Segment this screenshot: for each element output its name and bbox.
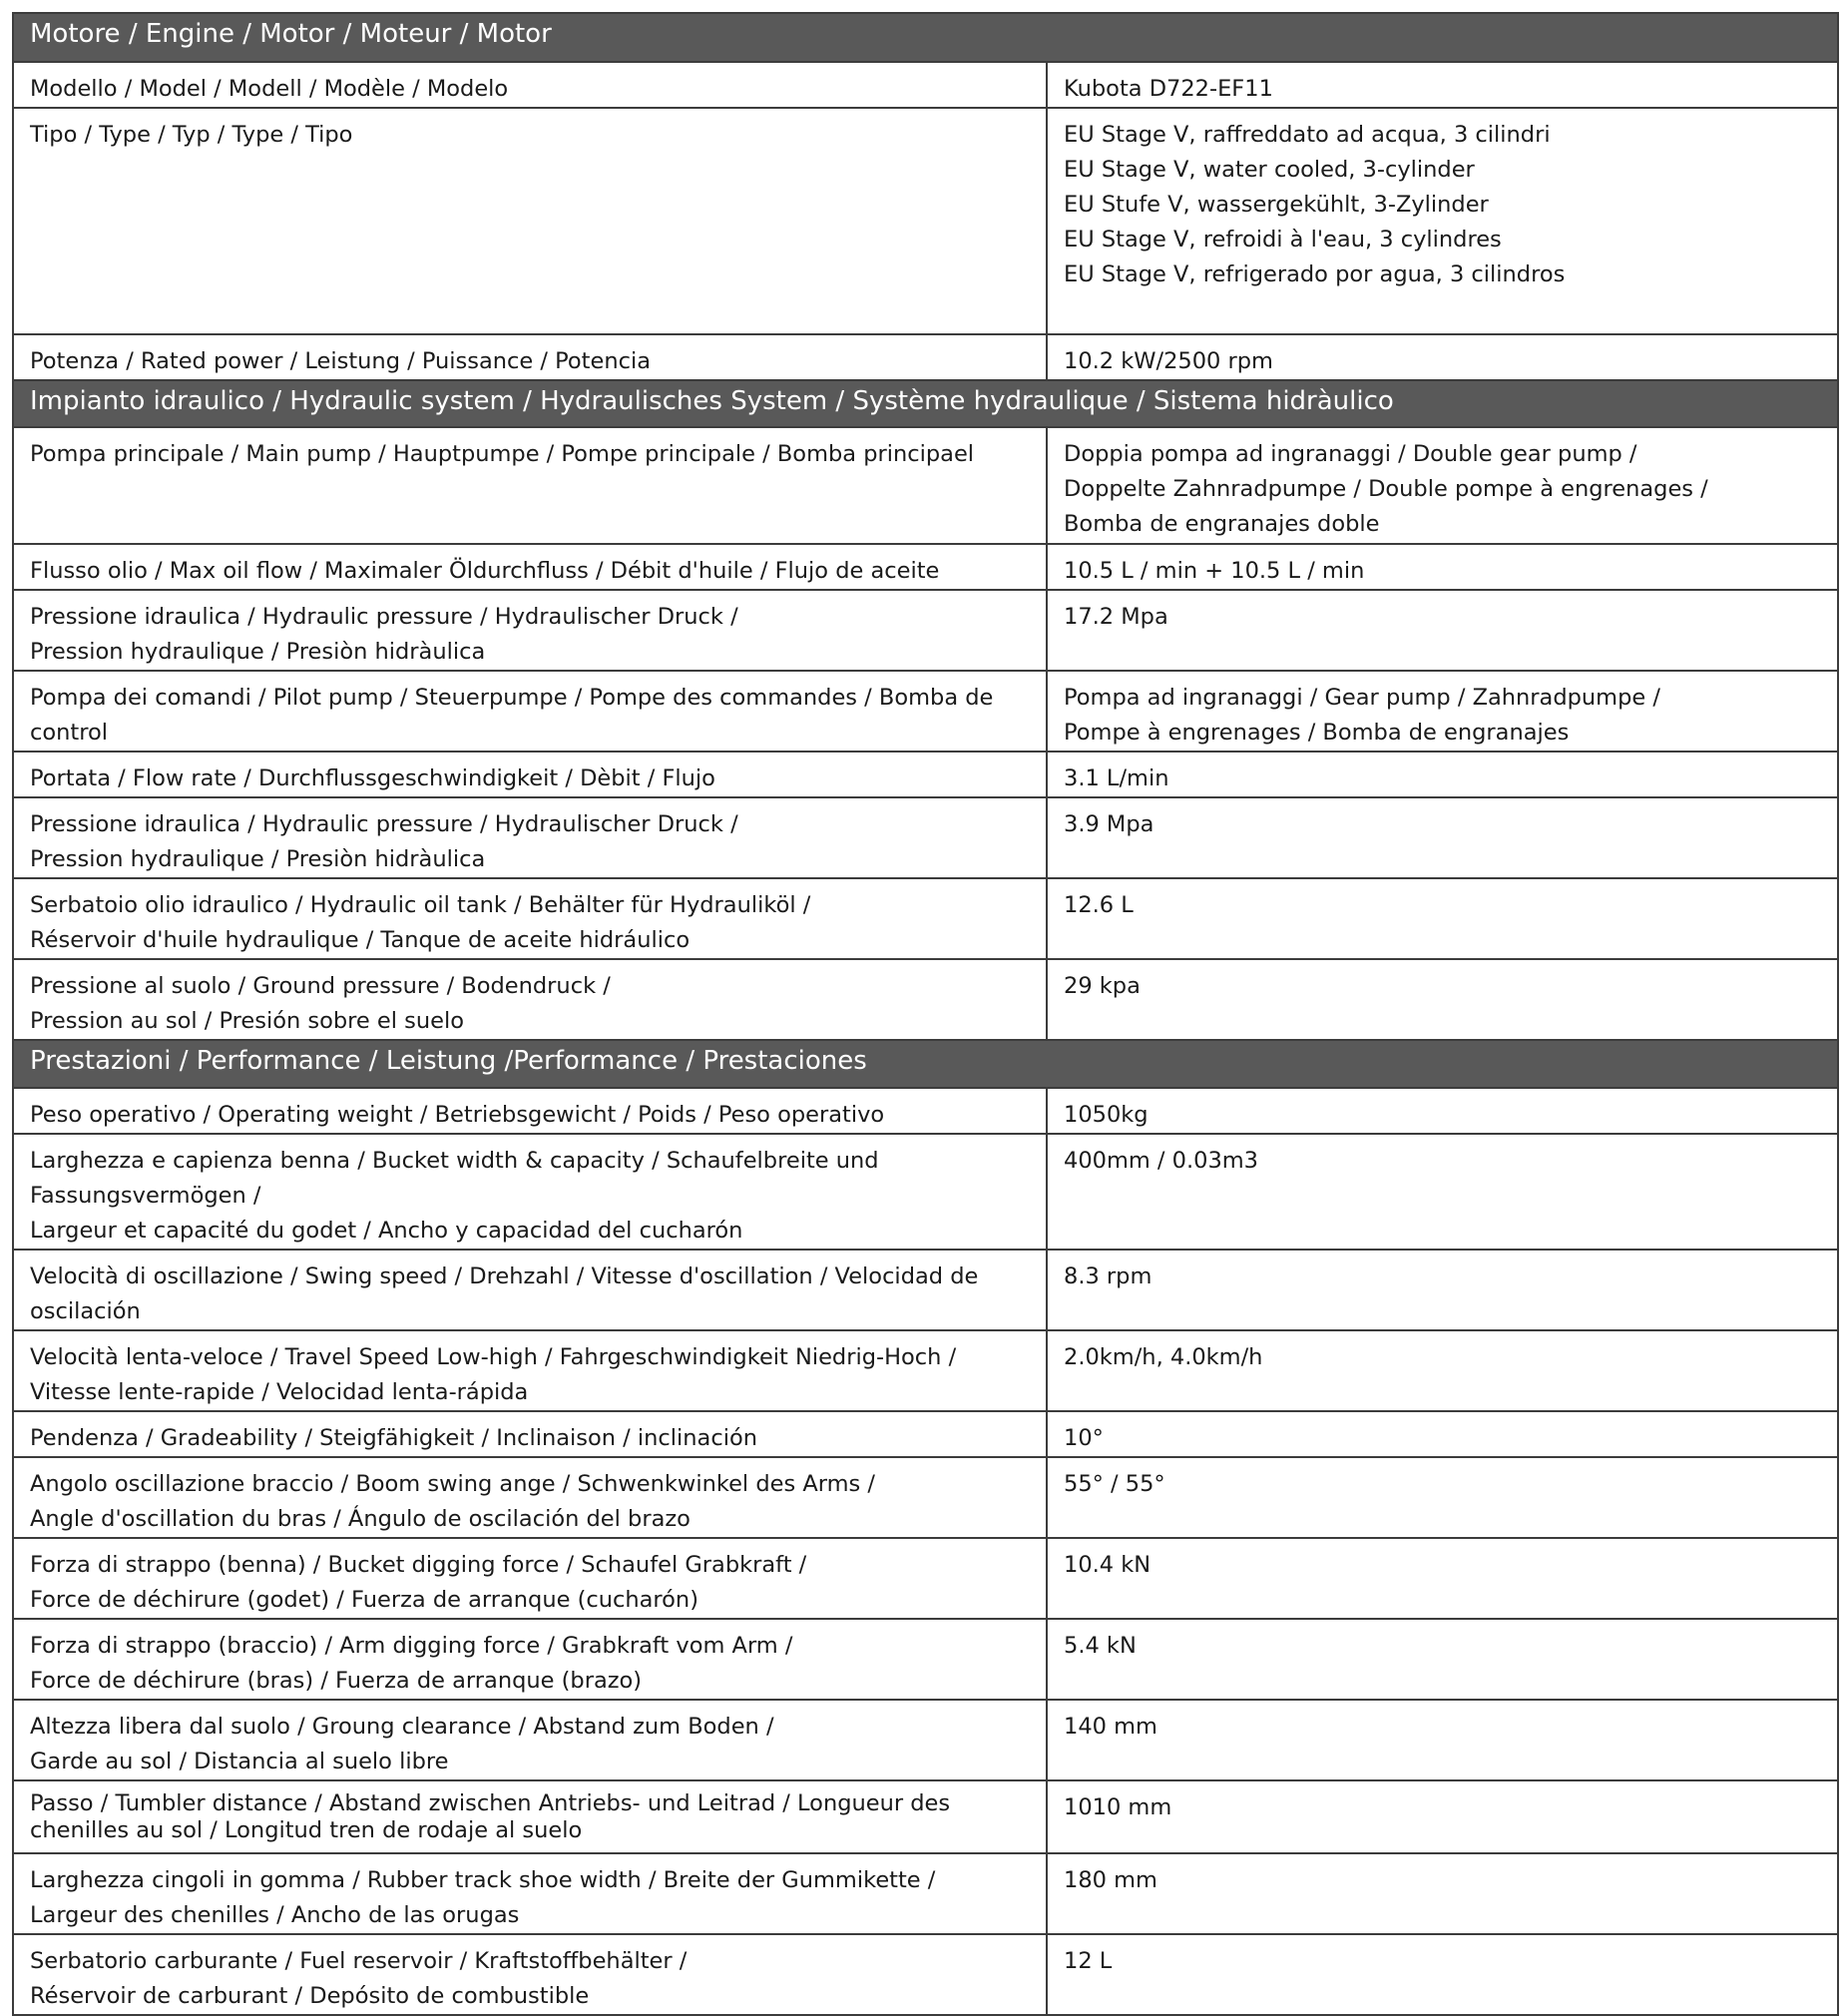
spec-value: EU Stage V, raffreddato ad acqua, 3 cilindri EU Stage V, water cooled, 3-cylinder EU Stufe V, wassergekühlt, 3-Zylinder EU Stage V, refroidi à l'eau, 3 cylindres EU Stage V, refrigerado por agua, 3 cilindros xyxy=(1047,108,1838,334)
spec-row xyxy=(13,1538,1838,1619)
spec-value: 12.6 L xyxy=(1047,878,1838,959)
spec-label: Pendenza / Gradeability / Steigfähigkeit / Inclinaison / inclinación xyxy=(13,1411,1047,1457)
spec-row xyxy=(13,1250,1838,1330)
spec-row xyxy=(13,590,1838,671)
spec-label: Altezza libera dal suolo / Groung clearance / Abstand zum Boden / Garde au sol / Distancia al suelo libre xyxy=(13,1700,1047,1780)
spec-row xyxy=(13,1134,1838,1250)
spec-value: Kubota D722-EF11 xyxy=(1047,62,1838,108)
spec-value: 10.2 kW/2500 rpm xyxy=(1047,334,1838,380)
section-title: Prestazioni / Performance / Leistung /Performance / Prestaciones xyxy=(13,1040,1838,1088)
spec-label: Pressione al suolo / Ground pressure / Bodendruck / Pression au sol / Presión sobre el suelo xyxy=(13,959,1047,1040)
spec-label: Tipo / Type / Typ / Type / Tipo xyxy=(13,108,1047,334)
spec-row xyxy=(13,108,1838,334)
spec-value: 8.3 rpm xyxy=(1047,1250,1838,1330)
spec-value: 12 L xyxy=(1047,1934,1838,2015)
spec-value: Doppia pompa ad ingranaggi / Double gear pump / Doppelte Zahnradpumpe / Double pompe à engrenages / Bomba de engranajes doble xyxy=(1047,427,1838,544)
spec-label: Portata / Flow rate / Durchflussgeschwindigkeit / Dèbit / Flujo xyxy=(13,752,1047,797)
spec-value: 180 mm xyxy=(1047,1853,1838,1934)
spec-value: Pompa ad ingranaggi / Gear pump / Zahnradpumpe / Pompe à engrenages / Bomba de engranajes xyxy=(1047,671,1838,752)
spec-row xyxy=(13,1411,1838,1457)
spec-label: Passo / Tumbler distance / Abstand zwischen Antriebs- und Leitrad / Longueur des chenilles au sol / Longitud tren de rodaje al suelo xyxy=(13,1780,1047,1853)
spec-row xyxy=(13,752,1838,797)
spec-label: Angolo oscillazione braccio / Boom swing ange / Schwenkwinkel des Arms / Angle d'oscillation du bras / Ángulo de oscilación del brazo xyxy=(13,1457,1047,1538)
spec-label: Potenza / Rated power / Leistung / Puissance / Potencia xyxy=(13,334,1047,380)
spec-row xyxy=(13,959,1838,1040)
spec-label: Pompa principale / Main pump / Hauptpumpe / Pompe principale / Bomba principael xyxy=(13,427,1047,544)
section-header-performance xyxy=(13,1040,1838,1088)
spec-label: Peso operativo / Operating weight / Betriebsgewicht / Poids / Peso operativo xyxy=(13,1088,1047,1134)
spec-row xyxy=(13,1700,1838,1780)
spec-value: 29 kpa xyxy=(1047,959,1838,1040)
spec-label: Serbatorio carburante / Fuel reservoir / Kraftstoffbehälter / Réservoir de carburant / Depósito de combustible xyxy=(13,1934,1047,2015)
spec-label: Pompa dei comandi / Pilot pump / Steuerpumpe / Pompe des commandes / Bomba de control xyxy=(13,671,1047,752)
spec-row xyxy=(13,1853,1838,1934)
spec-value: 1050kg xyxy=(1047,1088,1838,1134)
spec-value: 17.2 Mpa xyxy=(1047,590,1838,671)
spec-value: 10.4 kN xyxy=(1047,1538,1838,1619)
section-header-engine xyxy=(13,13,1838,62)
spec-label: Larghezza e capienza benna / Bucket width & capacity / Schaufelbreite und Fassungsvermögen / Largeur et capacité du godet / Ancho y capacidad del cucharón xyxy=(13,1134,1047,1250)
spec-value: 1010 mm xyxy=(1047,1780,1838,1853)
spec-label: Velocità di oscillazione / Swing speed / Drehzahl / Vitesse d'oscillation / Velocidad de oscilación xyxy=(13,1250,1047,1330)
spec-label: Larghezza cingoli in gomma / Rubber track shoe width / Breite der Gummikette / Largeur des chenilles / Ancho de las orugas xyxy=(13,1853,1047,1934)
spec-row xyxy=(13,1619,1838,1700)
spec-row xyxy=(13,1457,1838,1538)
spec-value: 10° xyxy=(1047,1411,1838,1457)
spec-label: Pressione idraulica / Hydraulic pressure / Hydraulischer Druck / Pression hydraulique / Presiòn hidràulica xyxy=(13,590,1047,671)
spec-row xyxy=(13,62,1838,108)
spec-label: Velocità lenta-veloce / Travel Speed Low-high / Fahrgeschwindigkeit Niedrig-Hoch / Vitesse lente-rapide / Velocidad lenta-rápida xyxy=(13,1330,1047,1411)
spec-value: 10.5 L / min + 10.5 L / min xyxy=(1047,544,1838,590)
section-title: Impianto idraulico / Hydraulic system / Hydraulisches System / Système hydraulique / Sistema hidràulico xyxy=(13,380,1838,427)
spec-row xyxy=(13,878,1838,959)
spec-label: Pressione idraulica / Hydraulic pressure / Hydraulischer Druck / Pression hydraulique / Presiòn hidràulica xyxy=(13,797,1047,878)
spec-row xyxy=(13,427,1838,544)
spec-value: 140 mm xyxy=(1047,1700,1838,1780)
spec-value: 2.0km/h, 4.0km/h xyxy=(1047,1330,1838,1411)
spec-label: Forza di strappo (benna) / Bucket digging force / Schaufel Grabkraft / Force de déchirure (godet) / Fuerza de arranque (cucharón) xyxy=(13,1538,1047,1619)
spec-value: 400mm / 0.03m3 xyxy=(1047,1134,1838,1250)
spec-row xyxy=(13,1934,1838,2015)
spec-row xyxy=(13,797,1838,878)
spec-row xyxy=(13,1780,1838,1853)
spec-label: Forza di strappo (braccio) / Arm digging force / Grabkraft vom Arm / Force de déchirure (bras) / Fuerza de arranque (brazo) xyxy=(13,1619,1047,1700)
section-title: Motore / Engine / Motor / Moteur / Motor xyxy=(13,13,1838,62)
spec-table xyxy=(12,12,1839,2016)
spec-row xyxy=(13,1330,1838,1411)
spec-label: Modello / Model / Modell / Modèle / Modelo xyxy=(13,62,1047,108)
spec-label: Serbatoio olio idraulico / Hydraulic oil tank / Behälter für Hydrauliköl / Réservoir d'huile hydraulique / Tanque de aceite hidráulico xyxy=(13,878,1047,959)
spec-row xyxy=(13,1088,1838,1134)
spec-label: Flusso olio / Max oil flow / Maximaler Öldurchfluss / Débit d'huile / Flujo de aceite xyxy=(13,544,1047,590)
spec-value: 3.1 L/min xyxy=(1047,752,1838,797)
section-header-hydraulic xyxy=(13,380,1838,427)
spec-row xyxy=(13,334,1838,380)
spec-row xyxy=(13,544,1838,590)
spec-value: 3.9 Mpa xyxy=(1047,797,1838,878)
spec-value: 55° / 55° xyxy=(1047,1457,1838,1538)
spec-row xyxy=(13,671,1838,752)
spec-value: 5.4 kN xyxy=(1047,1619,1838,1700)
